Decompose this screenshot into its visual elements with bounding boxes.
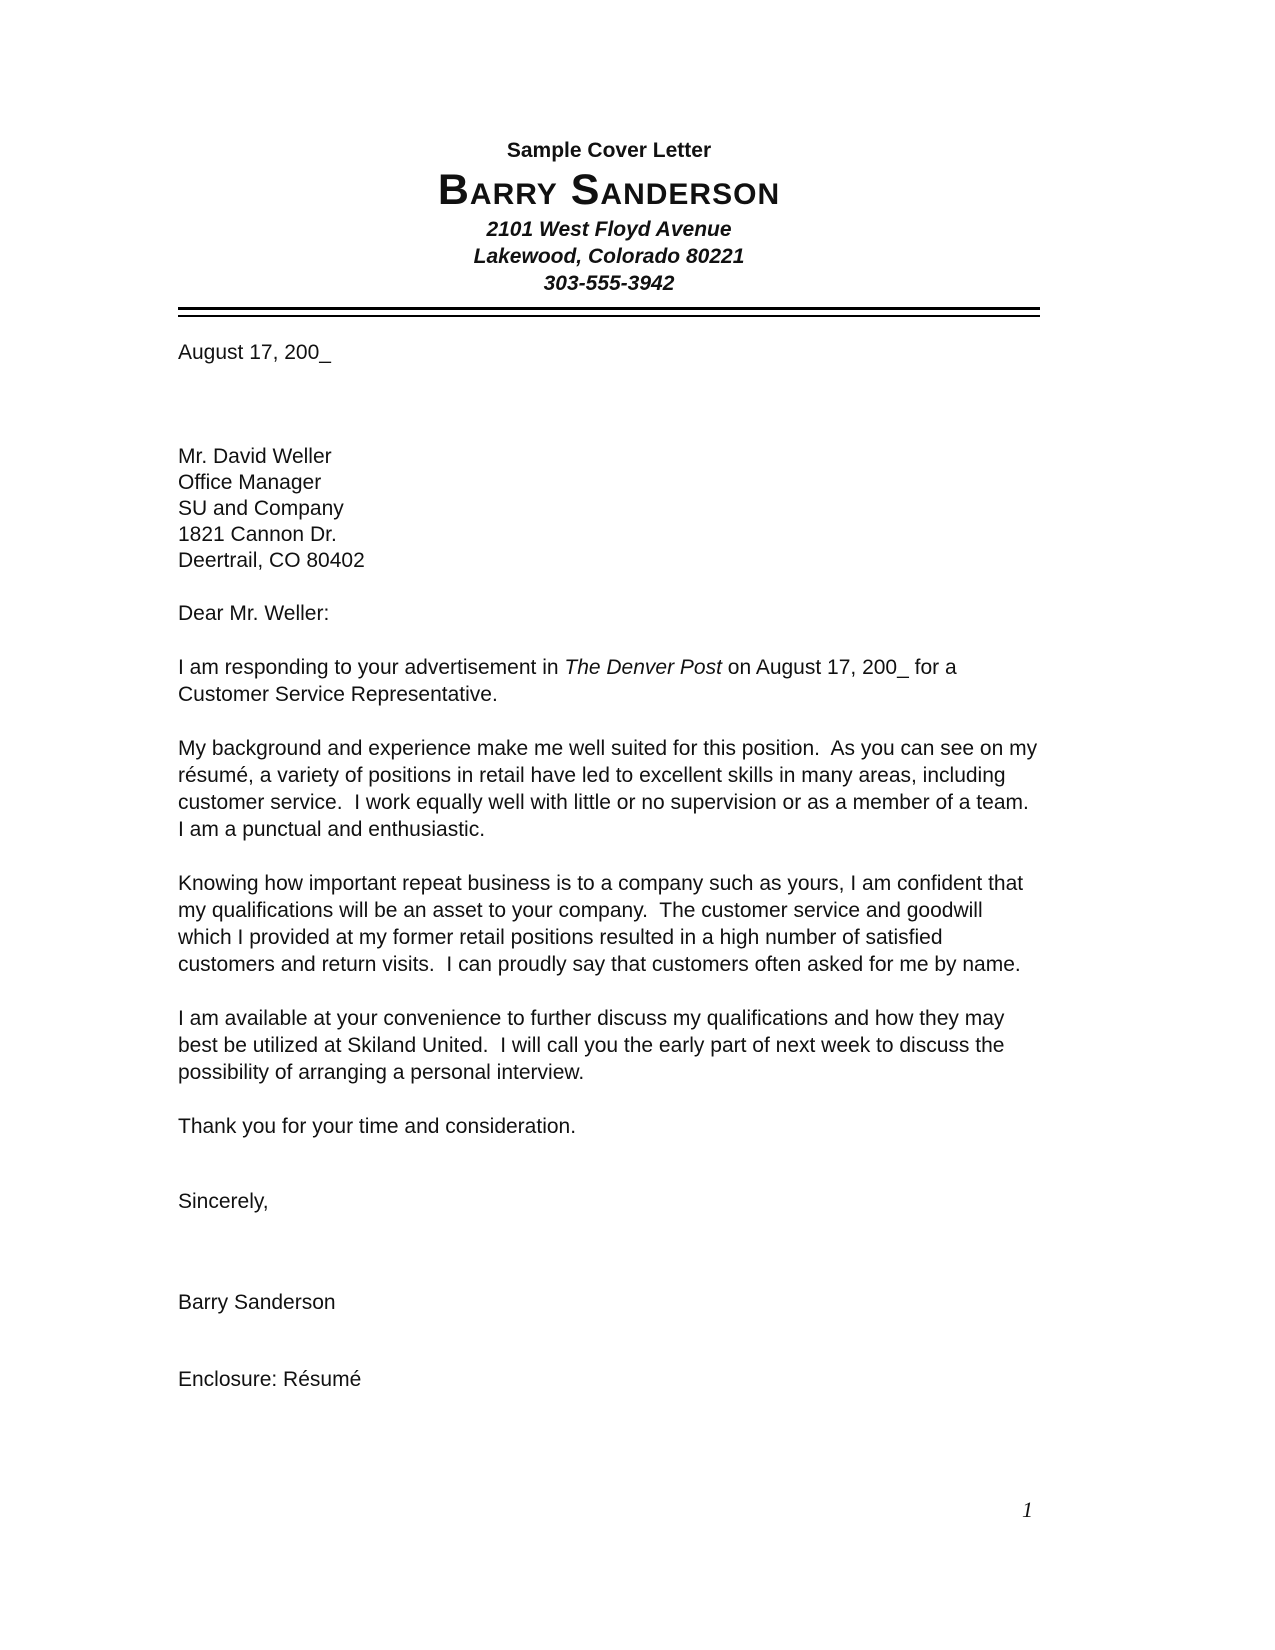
- recipient-address-block: [178, 444, 1040, 574]
- paragraph-4: I am available at your convenience to further discuss my qualifications and how they may best be utilized at Skiland United. I will call you the early part of next week to discuss the possibility of arranging a personal interview.: [178, 1007, 1011, 1084]
- recipient-name: Mr. David Weller: [178, 445, 332, 468]
- paragraph-1-text: I am responding to your advertisement in: [178, 656, 565, 679]
- letter-content: [178, 138, 1043, 1393]
- salutation: Dear Mr. Weller:: [178, 602, 330, 625]
- sender-address-line2: Lakewood, Colorado 80221: [473, 245, 745, 268]
- letter-body: [178, 339, 1043, 1393]
- letter-head: [178, 138, 1040, 297]
- recipient-company: SU and Company: [178, 497, 344, 520]
- document-title: Sample Cover Letter: [506, 139, 712, 162]
- closing: Sincerely,: [178, 1190, 269, 1213]
- paragraph-3: Knowing how important repeat business is to a company such as yours, I am confident that my qualifications will be an asset to your company. The customer service and goodwill which I provided at my former retail positions resulted in a high number of satisfied customers and return visits. I can proudly say that customers often asked for me by name.: [178, 872, 1029, 976]
- publication-name: The Denver Post: [564, 656, 722, 679]
- paragraph-2: My background and experience make me well suited for this position. As you can see on my résumé, a variety of positions in retail have led to excellent skills in many areas, including customer service. I work equally well with little or no supervision or as a member of a team. I am a punctual and enthusiastic.: [178, 737, 1043, 841]
- recipient-title: Office Manager: [178, 471, 322, 494]
- header-divider: [178, 307, 1040, 317]
- signature-name: Barry Sanderson: [178, 1291, 336, 1314]
- recipient-street: 1821 Cannon Dr.: [178, 523, 337, 546]
- paragraph-1: [178, 654, 1040, 708]
- recipient-city: Deertrail, CO 80402: [178, 549, 365, 572]
- paragraph-1-text-after: on August 17, 200_ for a Customer Service Representative.: [178, 656, 963, 706]
- page-number: 1: [1022, 1497, 1033, 1522]
- paragraph-5: Thank you for your time and consideration.: [178, 1115, 577, 1138]
- sender-name: Barry Sanderson: [437, 166, 781, 214]
- sender-phone: 303-555-3942: [543, 272, 675, 295]
- sender-address-line1: 2101 West Floyd Avenue: [486, 218, 732, 241]
- date-line: August 17, 200_: [178, 341, 331, 364]
- enclosure-line: Enclosure: Résumé: [178, 1368, 362, 1391]
